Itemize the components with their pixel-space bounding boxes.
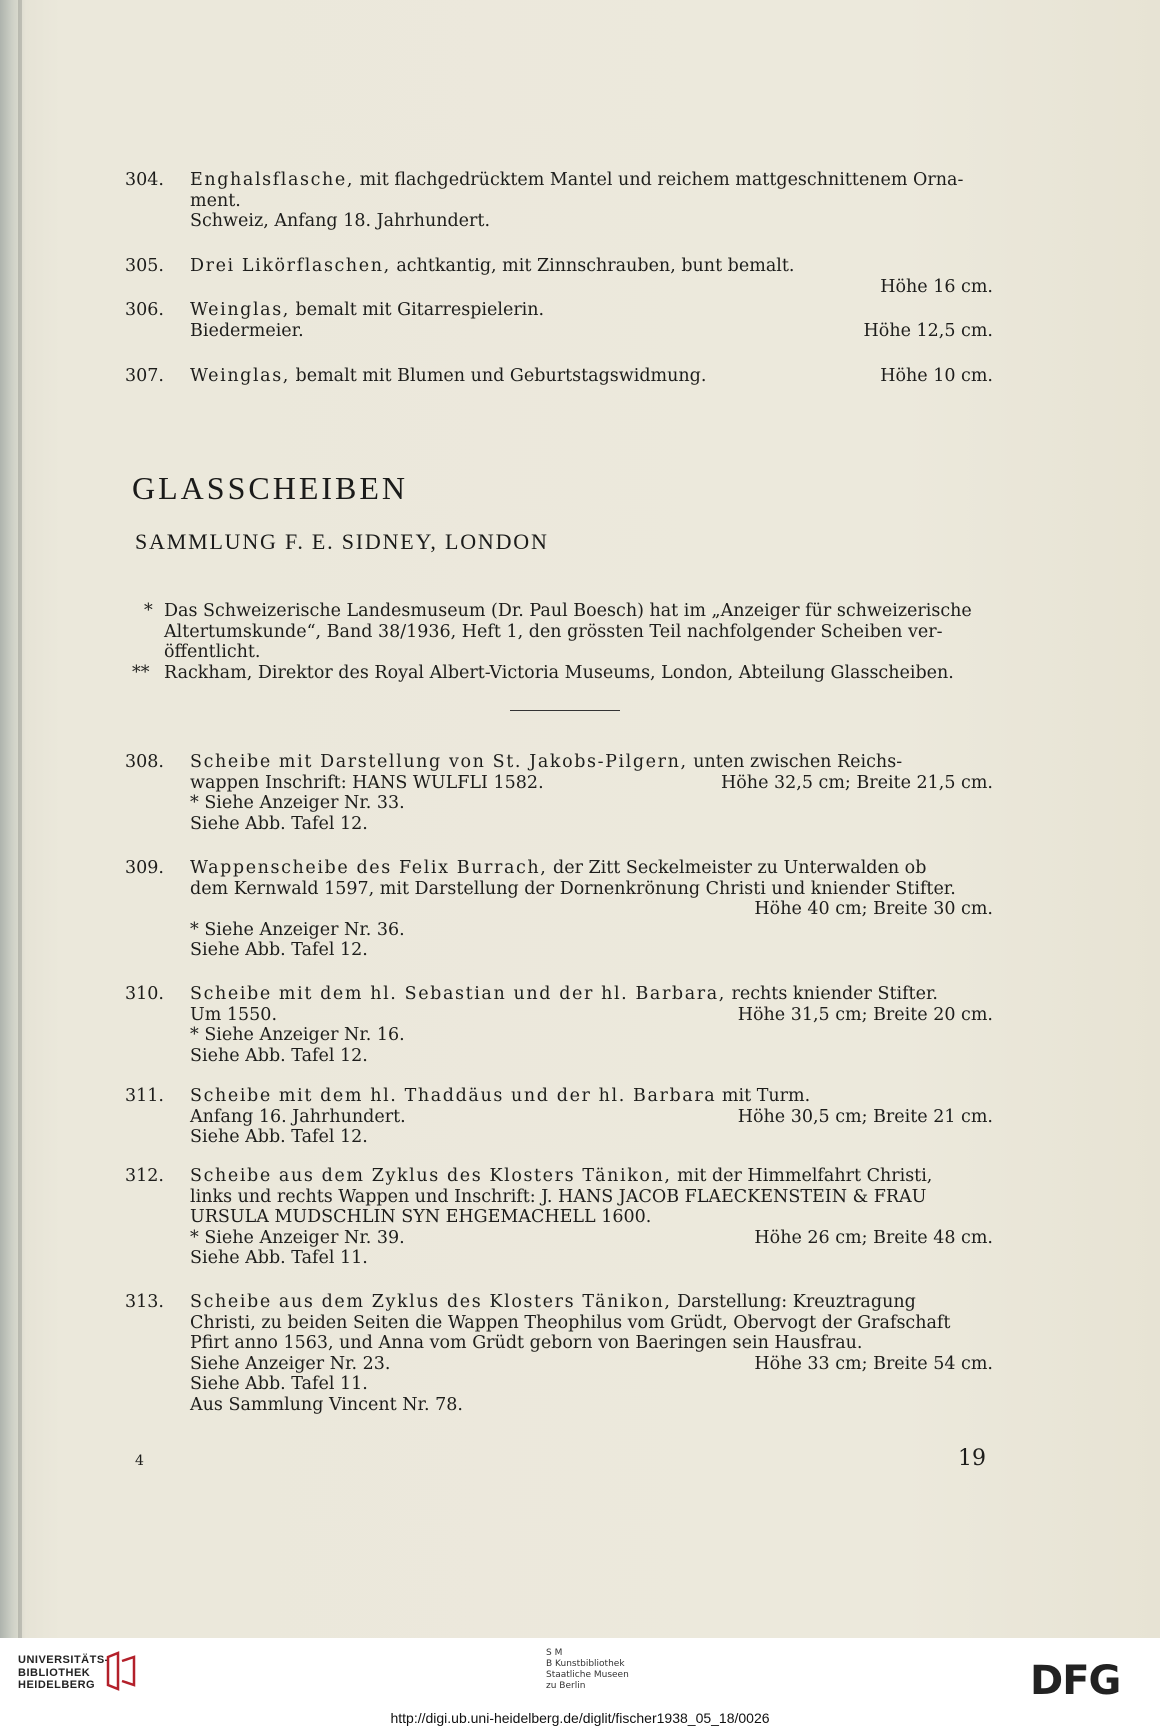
note-2: ** Rackham, Direktor des Royal Albert-Victoria Museums, London, Abteilung Glasscheiben. (132, 662, 954, 683)
dimension: Höhe 16 cm. (880, 276, 993, 297)
entry-308: 308. Scheibe mit Darstellung von St. Jakobs-Pilgern, unten zwischen Reichs- wappen Inschrift: HANS WULFLI 1582. Höhe 32,5 cm; Breite 21,5 cm. * Siehe Anzeiger Nr. 33. Siehe Abb. Tafel 12. (125, 752, 993, 834)
dimension: Höhe 12,5 cm. (863, 320, 993, 341)
dimension: Höhe 10 cm. (880, 366, 993, 386)
note-1: * Das Schweizerische Landesmuseum (Dr. Paul Boesch) hat im „Anzeiger für schweizerische Altertumskunde“, Band 38/1936, Heft 1, den grössten Teil nachfolgender Scheiben ver- öffentlicht. (144, 601, 972, 662)
library-logo-icon (104, 1651, 138, 1691)
entry-311: 311. Scheibe mit dem hl. Thaddäus und der hl. Barbara mit Turm. Anfang 16. Jahrhundert. Höhe 30,5 cm; Breite 21 cm. Siehe Abb. Tafel 12. (125, 1086, 993, 1147)
page-number: 19 (958, 1446, 986, 1471)
dimension: Höhe 33 cm; Breite 54 cm. (754, 1353, 993, 1374)
entry-305: 305. Drei Likörflaschen, achtkantig, mit Zinnschrauben, bunt bemalt. Höhe 16 cm. (125, 256, 993, 297)
university-library-logo-text[interactable]: UNIVERSITÄTS- BIBLIOTHEK HEIDELBERG (18, 1654, 109, 1691)
entry-304: 304. Enghalsflasche, mit flachgedrücktem Mantel und reichem mattgeschnittenem Orna- ment. Schweiz, Anfang 18. Jahrhundert. (125, 170, 964, 231)
dimension: Höhe 30,5 cm; Breite 21 cm. (737, 1106, 993, 1127)
permalink-url[interactable]: http://digi.ub.uni-heidelberg.de/diglit/fischer1938_05_18/0026 (390, 1710, 770, 1726)
dimension: Höhe 40 cm; Breite 30 cm. (754, 899, 993, 919)
entry-title: Enghalsflasche, (190, 170, 355, 190)
entry-309: 309. Wappenscheibe des Felix Burrach, der Zitt Seckelmeister zu Unterwalden ob dem Kernwald 1597, mit Darstellung der Dornenkrönung Christi und kniender Stifter. Höhe 40 cm; Breite 30 cm. * Siehe Anzeiger Nr. 36. Siehe Abb. Tafel 12. (125, 858, 993, 960)
section-subheading: SAMMLUNG F. E. SIDNEY, LONDON (135, 529, 549, 554)
entry-306: 306. Weinglas, bemalt mit Gitarrespielerin. Biedermeier. Höhe 12,5 cm. (125, 300, 993, 341)
section-heading: GLASSCHEIBEN (132, 470, 409, 506)
dfg-logo[interactable]: DFG (1030, 1658, 1121, 1704)
dimension: Höhe 26 cm; Breite 48 cm. (754, 1227, 993, 1248)
entry-313: 313. Scheibe aus dem Zyklus des Klosters Tänikon, Darstellung: Kreuztragung Christi, zu beiden Seiten die Wappen Theophilus vom Grüdt, Obervogt der Grafschaft Pfirt anno 1563, und Anna vom Grüdt geborn von Baeringen sein Hausfrau. Siehe Anzeiger Nr. 23. Höhe 33 cm; Breite 54 cm. Siehe Abb. Tafel 11. Aus Sammlung Vincent Nr. 78. (125, 1292, 993, 1415)
footnotes (128, 601, 984, 683)
page-fold-shadow (18, 0, 22, 1638)
entry-310: 310. Scheibe mit dem hl. Sebastian und der hl. Barbara, rechts kniender Stifter. Um 1550. Höhe 31,5 cm; Breite 20 cm. * Siehe Anzeiger Nr. 16. Siehe Abb. Tafel 12. (125, 984, 993, 1066)
signature-mark: 4 (135, 1453, 144, 1469)
kunstbibliothek-credit[interactable]: S M B Kunstbibliothek Staatliche Museen zu Berlin (546, 1648, 629, 1691)
entry-312: 312. Scheibe aus dem Zyklus des Klosters Tänikon, mit der Himmelfahrt Christi, links und rechts Wappen und Inschrift: J. HANS JACOB FLAECKENSTEIN & FRAU URSULA MUDSCHLIN SYN EHGEMACHELL 1600. * Siehe Anzeiger Nr. 39. Höhe 26 cm; Breite 48 cm. Siehe Abb. Tafel 11. (125, 1166, 993, 1268)
footer-bar (0, 1638, 1160, 1732)
dimension: Höhe 31,5 cm; Breite 20 cm. (737, 1004, 993, 1025)
divider (510, 710, 620, 711)
dimension: Höhe 32,5 cm; Breite 21,5 cm. (721, 772, 993, 793)
entry-307: 307. Weinglas, bemalt mit Blumen und Geburtstagswidmung. Höhe 10 cm. (125, 366, 993, 386)
